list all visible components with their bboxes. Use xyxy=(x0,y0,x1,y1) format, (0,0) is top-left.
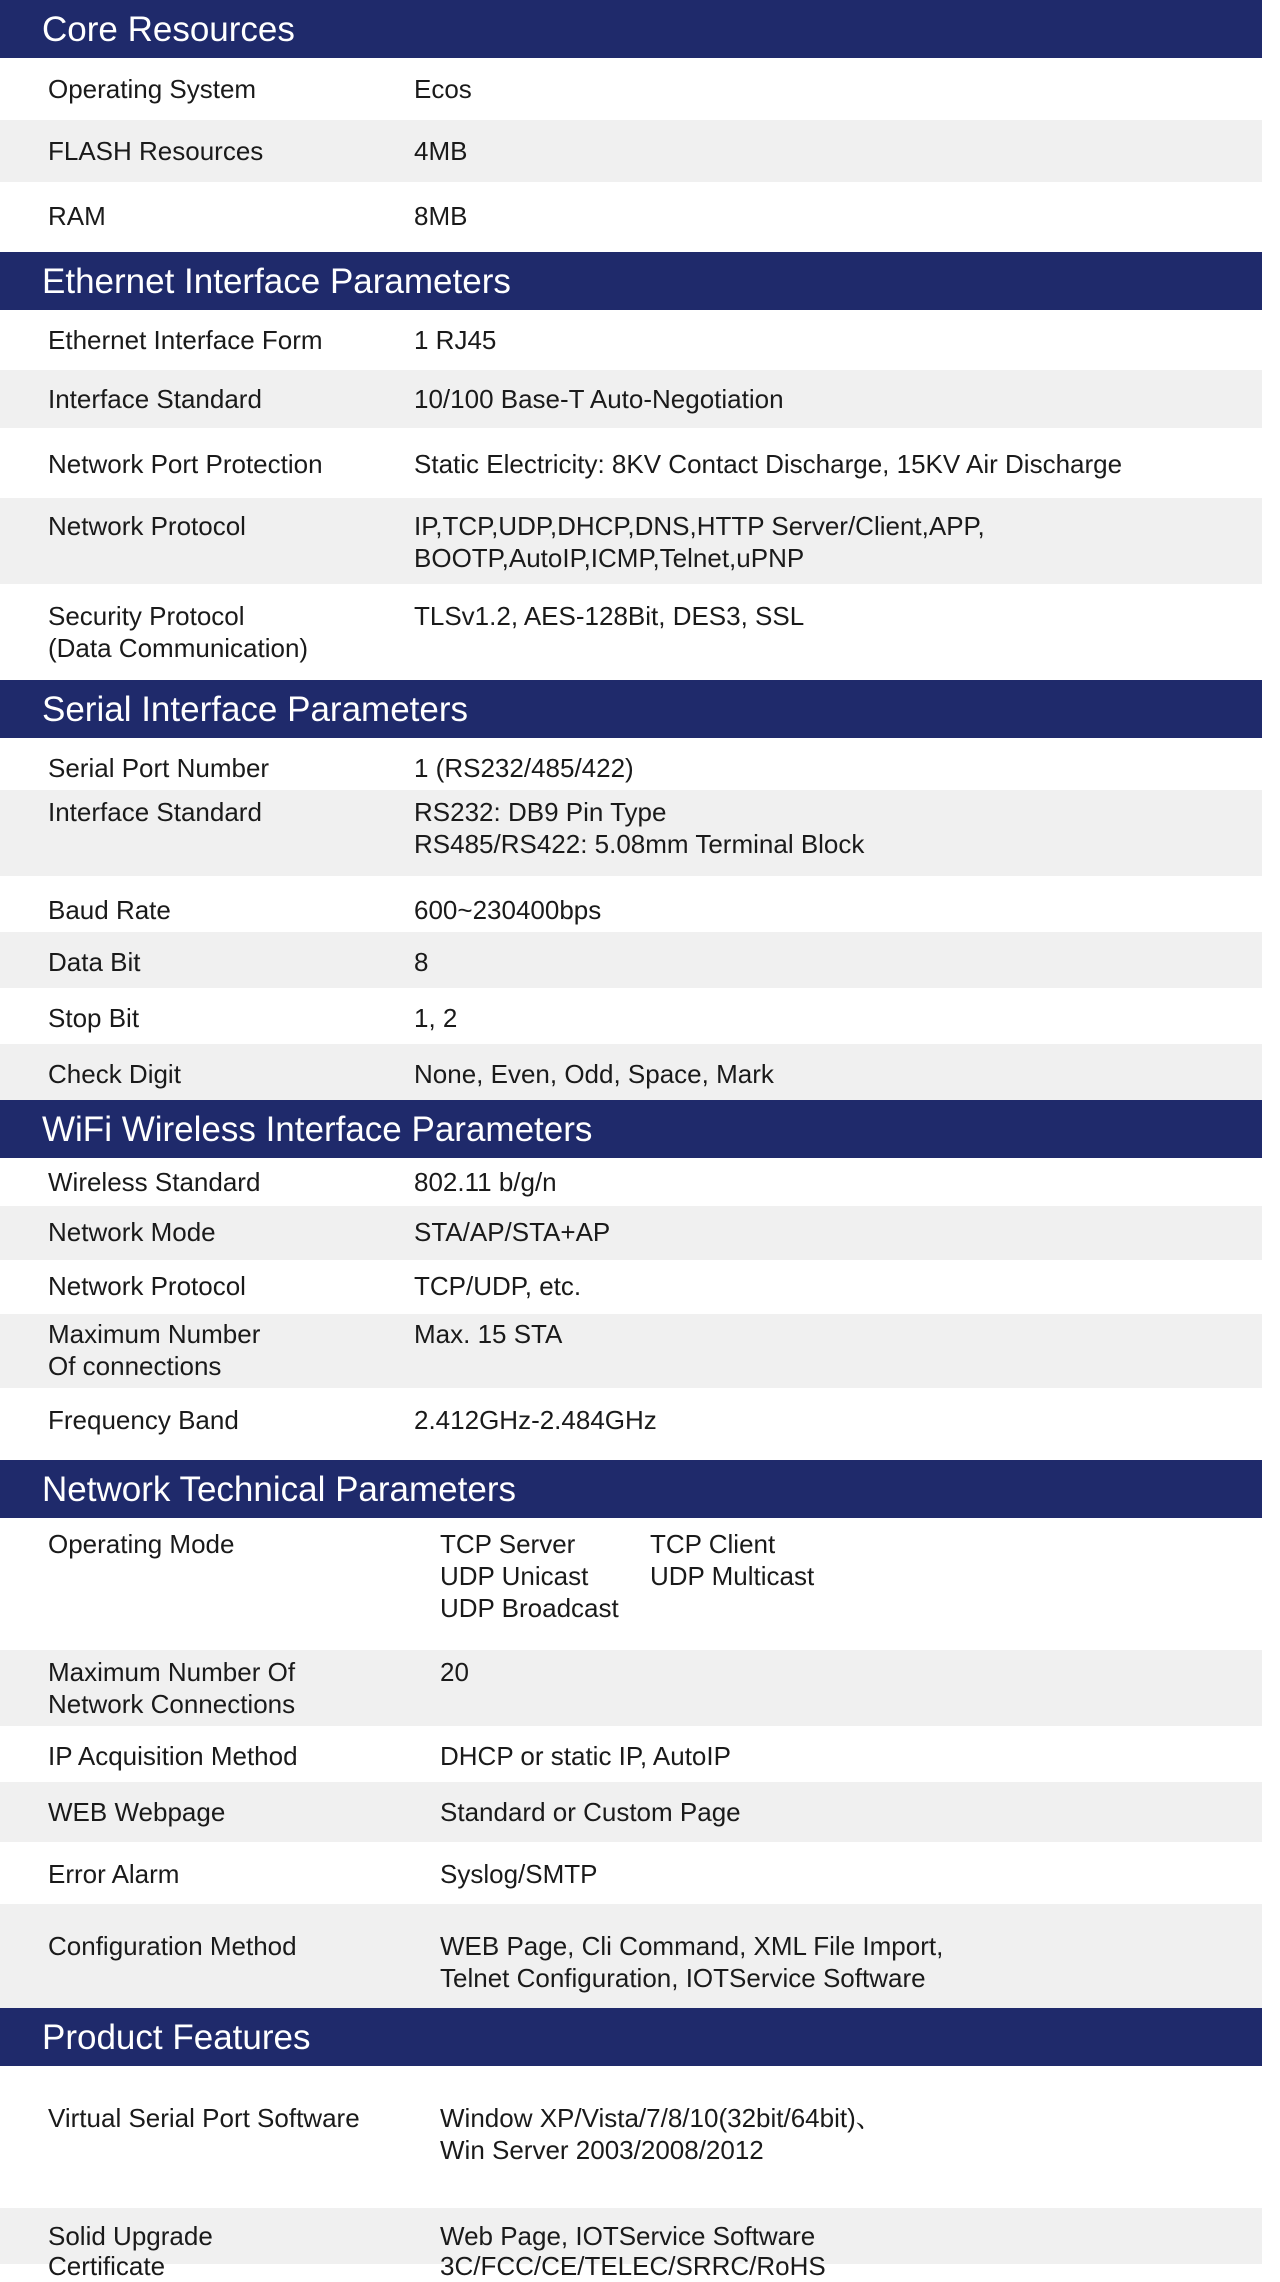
spec-value: 2.412GHz-2.484GHz xyxy=(414,1405,657,1435)
spec-value: IP,TCP,UDP,DHCP,DNS,HTTP Server/Client,APP, BOOTP,AutoIP,ICMP,Telnet,uPNP xyxy=(414,511,985,573)
spec-value: 8MB xyxy=(414,201,468,231)
operating-mode-item: TCP Server xyxy=(440,1529,576,1559)
spec-label: WEB Webpage xyxy=(48,1797,226,1827)
section-title: Core Resources xyxy=(42,9,295,49)
section-title: Product Features xyxy=(42,2017,311,2057)
spec-row-flash xyxy=(0,120,1262,182)
operating-mode-item: TCP Client xyxy=(650,1529,776,1559)
spec-row-virtual-serial-port xyxy=(0,2066,1262,2208)
section-header-ethernet xyxy=(0,252,1262,310)
section-title: Serial Interface Parameters xyxy=(42,689,469,729)
spec-row-serial-port-number xyxy=(0,738,1262,790)
spec-value: Standard or Custom Page xyxy=(440,1797,741,1827)
spec-value: RS232: DB9 Pin Type RS485/RS422: 5.08mm Terminal Block xyxy=(414,797,865,859)
spec-value: 3C/FCC/CE/TELEC/SRRC/RoHS xyxy=(440,2251,826,2281)
spec-row-operating-mode xyxy=(0,1518,1262,1650)
spec-value: WEB Page, Cli Command, XML File Import, Telnet Configuration, IOTService Software xyxy=(440,1931,944,1993)
spec-value: STA/AP/STA+AP xyxy=(414,1217,611,1247)
spec-value: DHCP or static IP, AutoIP xyxy=(440,1741,731,1771)
spec-row-max-connections xyxy=(0,1314,1262,1388)
spec-row-certificate xyxy=(0,2251,1262,2281)
spec-row-configuration-method xyxy=(0,1904,1262,2008)
spec-row-web-webpage xyxy=(0,1782,1262,1842)
spec-row-ethernet-form xyxy=(0,310,1262,370)
spec-row-frequency-band xyxy=(0,1388,1262,1460)
section-title: WiFi Wireless Interface Parameters xyxy=(42,1109,593,1149)
spec-label: Ethernet Interface Form xyxy=(48,325,323,355)
spec-value: 1 RJ45 xyxy=(414,325,497,355)
spec-label: Operating System xyxy=(48,74,257,104)
operating-mode-item: UDP Multicast xyxy=(650,1561,815,1591)
spec-value: Window XP/Vista/7/8/10(32bit/64bit)、 Win Server 2003/2008/2012 xyxy=(440,2103,882,2165)
spec-row-check-digit xyxy=(0,1044,1262,1100)
spec-label: Virtual Serial Port Software xyxy=(48,2103,360,2133)
spec-row-ram xyxy=(0,182,1262,252)
spec-label: Configuration Method xyxy=(48,1931,297,1961)
section-header-features xyxy=(0,2008,1262,2066)
section-header-network xyxy=(0,1460,1262,1518)
spec-value: Static Electricity: 8KV Contact Discharge, 15KV Air Discharge xyxy=(414,449,1123,479)
spec-value: Web Page, IOTService Software xyxy=(440,2221,816,2251)
spec-value: Syslog/SMTP xyxy=(440,1859,598,1889)
spec-value: 20 xyxy=(440,1657,469,1687)
section-header-serial xyxy=(0,680,1262,738)
spec-label: Stop Bit xyxy=(48,1003,140,1033)
spec-value: TLSv1.2, AES-128Bit, DES3, SSL xyxy=(414,601,805,631)
spec-value: None, Even, Odd, Space, Mark xyxy=(414,1059,774,1089)
spec-value: Max. 15 STA xyxy=(414,1319,563,1349)
section-header-wifi xyxy=(0,1100,1262,1158)
spec-label: Network Protocol xyxy=(48,1271,246,1301)
spec-row-wireless-standard xyxy=(0,1158,1262,1206)
operating-mode-item: UDP Unicast xyxy=(440,1561,589,1591)
spec-label: Certificate xyxy=(48,2251,166,2281)
section-title: Network Technical Parameters xyxy=(42,1469,516,1509)
spec-label: Error Alarm xyxy=(48,1859,180,1889)
spec-value: 802.11 b/g/n xyxy=(414,1167,557,1197)
spec-row-wifi-network-protocol xyxy=(0,1260,1262,1314)
spec-row-baud-rate xyxy=(0,876,1262,932)
spec-label: Network Port Protection xyxy=(48,449,323,479)
spec-label: Interface Standard xyxy=(48,384,262,414)
spec-row-operating-system xyxy=(0,58,1262,120)
spec-label: Network Mode xyxy=(48,1217,216,1247)
spec-label: Security Protocol (Data Communication) xyxy=(48,601,309,663)
spec-row-port-protection xyxy=(0,428,1262,498)
operating-mode-item: UDP Broadcast xyxy=(440,1593,619,1623)
spec-label: Network Protocol xyxy=(48,511,246,541)
spec-row-ip-acquisition xyxy=(0,1726,1262,1782)
spec-label: Wireless Standard xyxy=(48,1167,261,1197)
spec-label: Check Digit xyxy=(48,1059,181,1089)
spec-label: FLASH Resources xyxy=(48,136,264,166)
spec-value: 600~230400bps xyxy=(414,895,602,925)
section-header-core xyxy=(0,0,1262,58)
spec-label: IP Acquisition Method xyxy=(48,1741,298,1771)
spec-value: 1 (RS232/485/422) xyxy=(414,753,634,783)
spec-row-serial-interface-standard xyxy=(0,790,1262,876)
spec-label: Solid Upgrade xyxy=(48,2221,213,2251)
section-title: Ethernet Interface Parameters xyxy=(42,261,511,301)
spec-value: TCP/UDP, etc. xyxy=(414,1271,582,1301)
spec-value: Ecos xyxy=(414,74,472,104)
spec-label: Operating Mode xyxy=(48,1529,235,1559)
operating-mode-list xyxy=(440,1528,850,1624)
spec-label: Baud Rate xyxy=(48,895,171,925)
spec-label: Maximum Number Of Network Connections xyxy=(48,1657,296,1719)
spec-row-interface-standard xyxy=(0,370,1262,428)
spec-row-max-network-connections xyxy=(0,1650,1262,1726)
spec-label: RAM xyxy=(48,201,106,231)
spec-value: 4MB xyxy=(414,136,468,166)
spec-row-stop-bit xyxy=(0,988,1262,1044)
spec-value: 10/100 Base-T Auto-Negotiation xyxy=(414,384,784,414)
spec-label: Serial Port Number xyxy=(48,753,270,783)
spec-label: Data Bit xyxy=(48,947,141,977)
spec-row-network-mode xyxy=(0,1206,1262,1260)
spec-value: 1, 2 xyxy=(414,1003,458,1033)
spec-row-error-alarm xyxy=(0,1842,1262,1904)
spec-row-data-bit xyxy=(0,932,1262,988)
spec-row-security-protocol xyxy=(0,584,1262,680)
spec-row-network-protocol xyxy=(0,498,1262,584)
spec-label: Maximum Number Of connections xyxy=(48,1319,261,1381)
spec-label: Interface Standard xyxy=(48,797,262,827)
spec-label: Frequency Band xyxy=(48,1405,239,1435)
spec-value: 8 xyxy=(414,947,429,977)
